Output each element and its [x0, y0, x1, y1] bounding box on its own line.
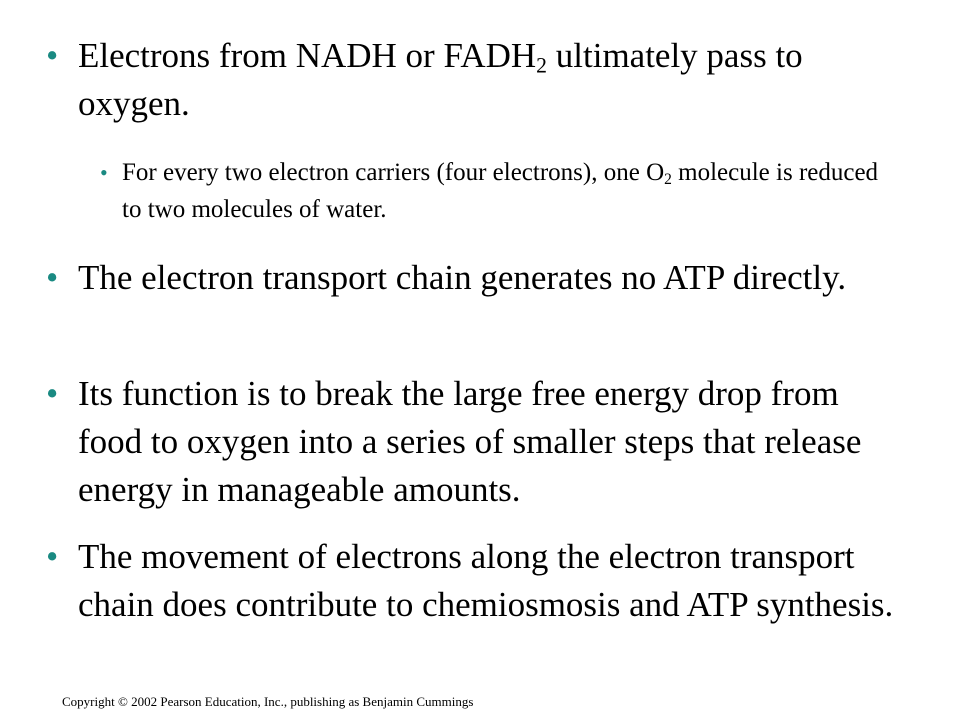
bullet-text: The electron transport chain generates no ATP directly.	[78, 258, 847, 297]
bullet-electrons-pass-to-oxygen	[46, 32, 906, 128]
bullet-chemiosmosis	[46, 533, 906, 629]
bullet-text: Its function is to break the large free energy drop from food to oxygen into a series of smaller steps that release energy in manageable amounts.	[78, 374, 862, 509]
bullet-text: Electrons from NADH or $FADH_2$ ultimately pass to oxygen.	[78, 36, 803, 123]
bullet-text: The movement of electrons along the electron transport chain does contribute to chemiosmosis and ATP synthesis.	[78, 537, 894, 624]
subbullet-oxygen-reduced-to-water	[100, 154, 900, 228]
bullet-marker: •	[46, 36, 59, 75]
subbullet-marker: •	[100, 160, 108, 185]
bullet-marker: •	[46, 374, 59, 413]
bullet-marker: •	[46, 537, 59, 576]
bullet-marker: •	[46, 258, 59, 297]
subbullet-text: For every two electron carriers (four electrons), one $O_2$ molecule is reduced to two molecules of water.	[122, 159, 879, 223]
bullet-no-atp-directly	[46, 254, 906, 302]
bullet-function-energy-steps	[46, 370, 906, 514]
copyright-notice: Copyright © 2002 Pearson Education, Inc., publishing as Benjamin Cummings	[62, 694, 474, 709]
